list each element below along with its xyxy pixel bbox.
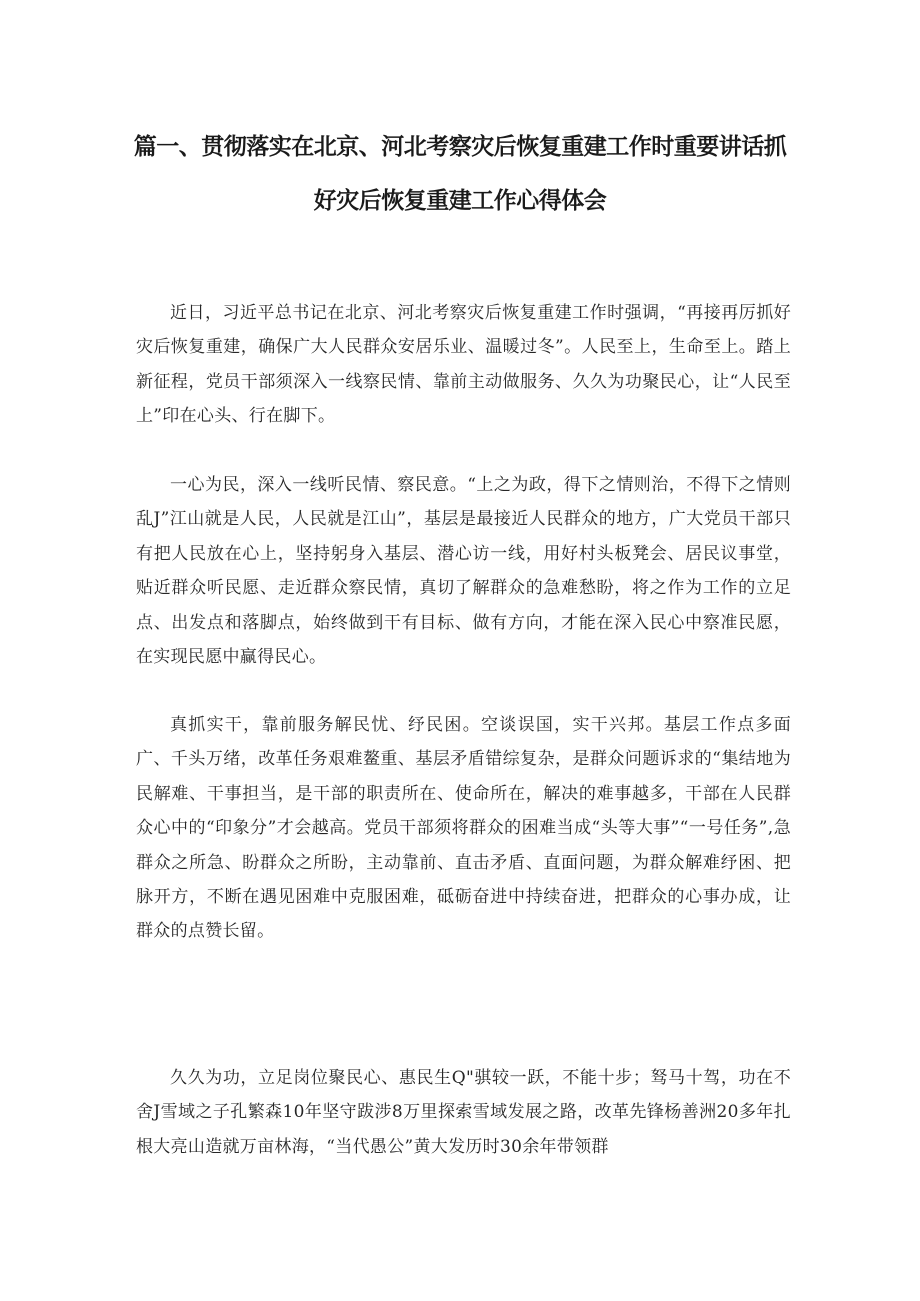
title-line-2: 好灾后恢复重建工作心得体会 — [313, 188, 607, 214]
paragraph-2: 一心为民，深入一线听民情、察民意。“上之为政，得下之情则治，不得下之情则乱J”江山就是人民，人民就是江山”，基层是最接近人民群众的地方，广大党员干部只有把人民放在心上，坚持躬身入基层、潜心访一线，用好村头板凳会、居民议事堂，贴近群众听民愿、走近群众察民情，真切了解群众的急难愁盼，将之作为工作的立足点、出发点和落脚点，始终做到干有目标、做有方向，才能在深入民心中察准民愿，在实现民愿中赢得民心。 — [136, 475, 791, 668]
document-title — [120, 134, 800, 214]
paragraph-1: 近日，习近平总书记在北京、河北考察灾后恢复重建工作时强调，“再接再厉抓好灾后恢复重建，确保广大人民群众安居乐业、温暖过冬”。人民至上，生命至上。踏上新征程，党员干部须深入一线察民情、靠前主动做服务、久久为功聚民心，让“人民至上”印在心头、行在脚下。 — [136, 303, 791, 427]
paragraph-3: 真抓实干，靠前服务解民忧、纾民困。空谈误国，实干兴邦。基层工作点多面广、千头万绪，改革任务艰难鳌重、基层矛盾错综复杂，是群众问题诉求的“集结地为民解难、干事担当，是干部的职责所在、使命所在，解决的难事越多，干部在人民群众心中的“印象分”才会越高。党员干部须将群众的困难当成“头等大事”“一号任务”,急群众之所急、盼群众之所盼，主动靠前、直击矛盾、直面问题，为群众解难纾困、把脉开方，不断在遇见困难中克服困难，砥砺奋进中持续奋进，把群众的心事办成，让群众的点赞长留。 — [136, 715, 791, 942]
title-line-1: 篇一、贯彻落实在北京、河北考察灾后恢复重建工作时重要讲话抓 — [133, 134, 787, 160]
paragraph-4: 久久为功，立足岗位聚民心、惠民生Q"骐较一跃，不能十步；驽马十驾，功在不舍J雪域之子孔繁森10年坚守跋涉8万里探索雪域发展之路，改革先锋杨善洲20多年扎根大亮山造就万亩林海，“当代愚公”黄大发历时30余年带领群 — [136, 1068, 791, 1157]
